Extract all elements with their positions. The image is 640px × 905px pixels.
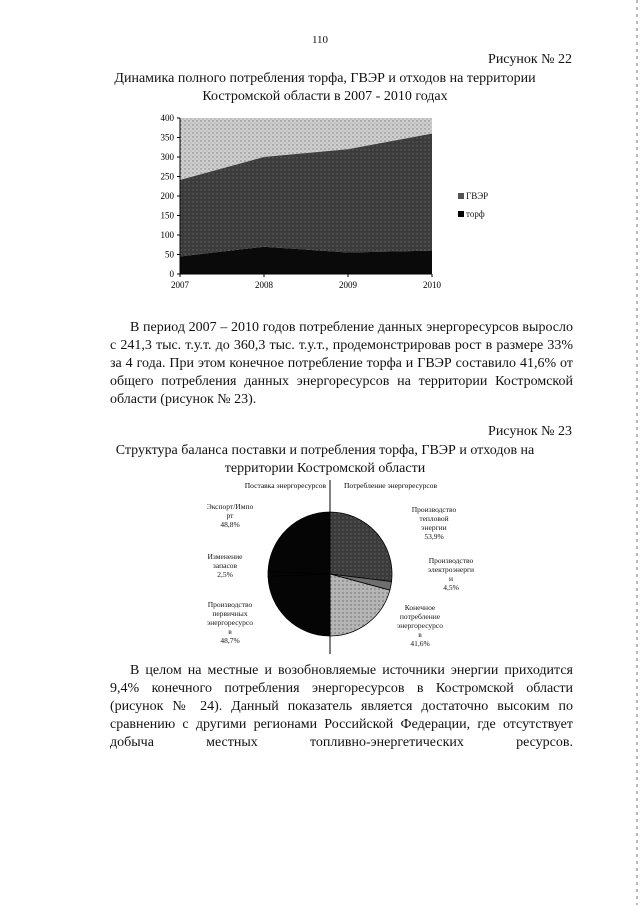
pie-label-stock-change [185,552,265,579]
pie-slice-primary-production [268,574,330,636]
pie-label-final-value: 41,6% [410,639,430,648]
legend-item-peat [458,205,488,223]
pie-label-primary-line4: в [228,627,232,636]
y-tick-label-50: 50 [165,249,174,260]
pie-label-heat-line1: Производство [411,505,457,514]
figure-22-label: Рисунок № 22 [488,52,572,67]
pie-label-primary-line2: первичных [212,609,248,618]
figure-22-title-line1: Динамика полного потребления торфа, ГВЭР и отходов на территории [114,71,536,86]
x-tick-label-2008: 2008 [255,280,273,290]
pie-label-heat-line2: тепловой [419,514,449,523]
pie-label-electricity-line2: электроэнерги [427,565,475,574]
y-tick-label-200: 200 [160,191,174,201]
y-tick-label-150: 150 [160,210,174,221]
pie-label-final-line3: энергоресурсо [396,621,444,630]
y-tick-label-300: 300 [160,152,174,162]
y-tick-label-0: 0 [169,269,174,279]
pie-header-supply: Поставка энергоресурсов [244,481,326,490]
pie-slice-heat-production [330,512,392,582]
pie-label-export-value: 48,8% [220,520,240,529]
area-chart [140,108,460,296]
pie-label-heat-production [398,505,470,541]
legend-swatch-peat [458,211,464,217]
pie-label-export-line2: рт [226,511,234,520]
page-number: 110 [311,34,329,46]
y-tick-label-100: 100 [160,230,174,240]
legend-label-peat: торф [466,209,485,219]
pie-header-consumption: Потребление энергоресурсов [344,481,438,490]
figure-22-title [90,70,560,106]
x-tick-label-2009: 2009 [339,280,357,290]
area-chart-legend [458,187,488,223]
legend-item-gver [458,187,488,205]
pie-label-electricity-line1: Производство [428,556,474,565]
pie-slice-export [268,512,330,574]
pie-label-export-line1: Экспорт/Импо [206,502,254,511]
pie-label-electricity-line3: и [448,574,453,583]
figure-23-title-line1: Структура баланса поставки и потребления торфа, ГВЭР и отходов на [115,443,535,458]
y-tick-label-250: 250 [160,171,174,182]
pie-label-stock-line2: запасов [212,561,238,570]
scan-edge [636,0,638,905]
figure-23-title [90,442,560,478]
pie-label-final-line2: потребление [399,612,441,621]
pie-label-electricity-production [412,556,490,592]
paragraph-2: В целом на местные и возобновляемые источники энергии приходится 9,4% конечного потребления энергоресурсов в Костромской области (рисунок № 24). Данный показатель является достаточно высоким по сравнению с другими регионами Российской Федерации, где отсутствует добыча местных топливно-энергетических ресурсов. [110,663,573,750]
pie-label-primary-line1: Производство [207,600,253,609]
pie-label-export [190,502,270,529]
pie-label-heat-line3: энергии [421,523,447,532]
figure-22-title-line2: Костромской области в 2007 - 2010 годах [202,89,448,104]
x-tick-label-2010: 2010 [423,280,441,290]
legend-swatch-gver [458,193,464,199]
pie-label-final-consumption [384,603,456,648]
pie-label-heat-value: 53,9% [424,532,444,541]
pie-label-stock-value: 2,5% [217,570,233,579]
x-tick-label-2007: 2007 [171,280,189,290]
pie-label-stock-line1: Изменение [207,552,243,561]
pie-label-primary-line3: энергоресурсо [206,618,254,627]
pie-label-electricity-value: 4,5% [443,583,459,592]
y-tick-label-350: 350 [160,132,174,143]
pie-label-final-line4: в [418,630,422,639]
y-tick-label-400: 400 [160,113,174,123]
pie-label-primary-value: 48,7% [220,636,240,645]
pie-label-primary-production [190,600,270,645]
figure-23-title-line2: территории Костромской области [224,461,426,476]
pie-label-final-line1: Конечное [404,603,436,612]
figure-23-label: Рисунок № 23 [488,424,572,439]
paragraph-1: В период 2007 – 2010 годов потребление данных энергоресурсов выросло с 241,3 тыс. т.у.т. до 360,3 тыс. т.у.т., продемонстрировав рост в размере 33% за 4 года. При этом конечное потребление торфа и ГВЭР составило 41,6% от общего потребления данных энергоресурсов на территории Костромской области (рисунок № 23). [110,320,573,407]
legend-label-gver: ГВЭР [466,191,489,201]
